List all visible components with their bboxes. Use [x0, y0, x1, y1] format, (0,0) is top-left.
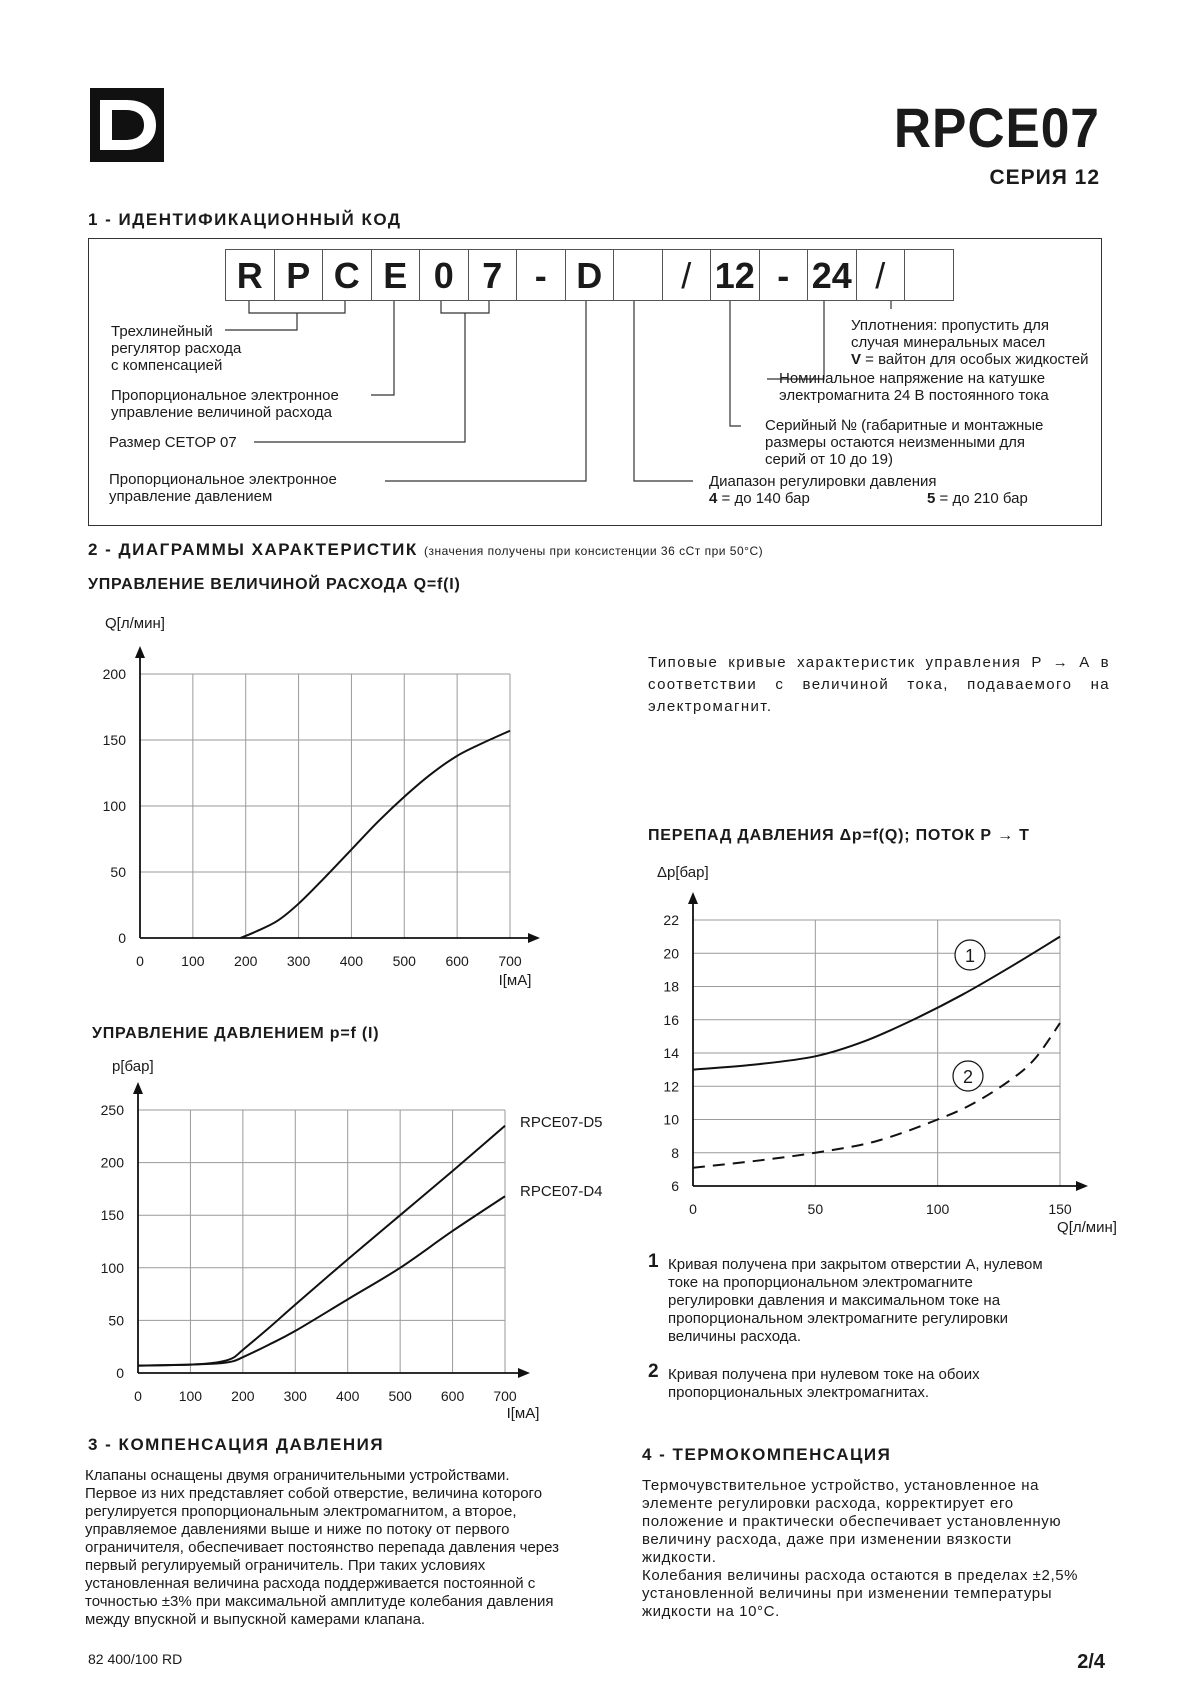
chart2-xtick-1: 50: [807, 1201, 824, 1217]
label-serial: Серийный № (габаритные и монтажные размеры остаются неизменными для серий от 10 до 19): [765, 417, 1044, 468]
chart0-xtick-0: 0: [136, 953, 144, 969]
chart0-x-arrow-icon: [528, 933, 540, 943]
chart0-xtick-3: 300: [286, 953, 311, 969]
pressure-chart-title: УПРАВЛЕНИЕ ДАВЛЕНИЕМ p=f (I): [92, 1025, 380, 1042]
code-cell-12: 24: [807, 249, 857, 301]
flow-chart-title: УПРАВЛЕНИЕ ВЕЛИЧИНОЙ РАСХОДА Q=f(I): [88, 576, 461, 593]
chart1-ytick-1: 50: [108, 1312, 124, 1329]
chart1-xlabel: I[мА]: [506, 1405, 540, 1422]
chart1-ytick-4: 200: [100, 1154, 124, 1171]
chart0-xtick-5: 500: [392, 953, 416, 969]
label-three-way: Трехлинейный регулятор расхода с компенсацией: [111, 323, 242, 374]
dp-note-2: 2 Кривая получена при нулевом токе на обоих пропорциональных электромагнитах.: [648, 1361, 980, 1401]
chart0-ylabel: Q[л/мин]: [105, 615, 165, 632]
chart2-ylabel: Δp[бар]: [657, 864, 709, 881]
chart1-ytick-2: 100: [100, 1259, 124, 1276]
section4-text: Термочувствительное устройство, установленное на элементе регулировки расхода, корректирует его положение и практически обеспечивает установленную величину расхода, даже при изменении вязкости жидкости. Колебания величины расхода остаются в пределах ±2,5% установленной величины при изменении температуры жидкости на 10°С.: [642, 1477, 1079, 1620]
chart0-xlabel: I[мА]: [498, 972, 532, 989]
code-cell-10: 12: [710, 249, 760, 301]
code-cell-2: C: [322, 249, 372, 301]
chart2-ytick-7: 20: [663, 945, 679, 962]
label-seals: Уплотнения: пропустить для случая минеральных масел V = вайтон для особых жидкостей: [851, 317, 1089, 368]
section3-text: Клапаны оснащены двумя ограничительными устройствами. Первое из них представляет собой отверстие, величина которого регулируется пропорциональным электромагнитом, а второе, управляемое давлениями выше и ниже по потоку от первого ограничителя, обеспечивает постоянство перепада давления через первый регулируемый ограничитель. При таких условиях установленная величина расхода поддерживается постоянной с точностью ±3% при максимальной амплитуде колебания давления между впускной и выпускной камерами клапана.: [85, 1467, 560, 1628]
chart2-ytick-6: 18: [663, 978, 679, 995]
code-cell-5: 7: [468, 249, 518, 301]
chart2-ytick-2: 10: [663, 1111, 679, 1128]
chart0-xtick-2: 200: [234, 953, 258, 969]
chart1-xtick-4: 400: [336, 1388, 360, 1404]
chart1-ytick-3: 150: [100, 1207, 124, 1224]
chart2-y-arrow-icon: [688, 892, 698, 904]
chart1-xtick-6: 600: [440, 1388, 465, 1404]
section2-note: (значения получены при консистенции 36 сСт при 50°С): [424, 544, 764, 558]
chart2-ytick-4: 14: [663, 1045, 679, 1061]
chart1-series-0-label: RPCE07-D5: [520, 1114, 603, 1131]
chart1-ytick-5: 250: [100, 1102, 124, 1118]
chart2-ytick-0: 6: [671, 1178, 679, 1194]
code-cell-9: /: [662, 249, 712, 301]
chart1-xtick-1: 100: [178, 1388, 203, 1404]
chart0-ytick-2: 100: [102, 798, 126, 814]
dp-note-1: 1 Кривая получена при закрытом отверстии А, нулевом токе на пропорциональном электромагните регулировки давления и максимальном токе на пропорциональном электромагните регулировки величины расхода.: [648, 1251, 1043, 1345]
chart2-series-0-line: [693, 937, 1060, 1070]
code-cell-6: -: [516, 249, 566, 301]
chart0-ytick-3: 150: [102, 732, 126, 748]
label-pressure-control: Пропорциональное электронное управление давлением: [109, 471, 337, 505]
model-title: RPCE07: [894, 96, 1100, 159]
chart0-series-0-line: [240, 731, 510, 938]
code-cell-7: D: [565, 249, 615, 301]
chart0-xtick-1: 100: [181, 953, 205, 969]
chart2-ytick-3: 12: [663, 1078, 679, 1095]
chart2-xtick-0: 0: [689, 1201, 697, 1217]
series-label: СЕРИЯ 12: [989, 166, 1100, 189]
section1-title: 1 - ИДЕНТИФИКАЦИОННЫЙ КОД: [88, 210, 402, 229]
chart1-x-arrow-icon: [518, 1368, 530, 1378]
chart0-xtick-7: 700: [498, 953, 522, 969]
section2-title: 2 - ДИАГРАММЫ ХАРАКТЕРИСТИК (значения получены при консистенции 36 сСт при 50°С): [88, 540, 764, 559]
chart0-ytick-0: 0: [118, 930, 126, 946]
chart1-xtick-2: 200: [231, 1388, 255, 1404]
chart0-xtick-6: 600: [445, 953, 469, 969]
chart2-xlabel: Q[л/мин]: [1057, 1219, 1117, 1236]
chart0-ytick-1: 50: [110, 864, 126, 880]
code-cell-1: P: [274, 249, 324, 301]
chart0-y-arrow-icon: [135, 646, 145, 658]
flow-description: Типовые кривые характеристик управления Р → А в соответствии с величиной тока, подаваемого на электромагнит.: [648, 654, 1110, 715]
chart2-xtick-2: 100: [925, 1201, 950, 1217]
code-cell-0: R: [225, 249, 275, 301]
chart2-xtick-3: 150: [1048, 1201, 1072, 1217]
chart0-xtick-4: 400: [339, 953, 364, 969]
chart2-ytick-1: 8: [671, 1144, 679, 1161]
label-pressure-range: Диапазон регулировки давления 4 = до 140 бар 5 = до 210 бар: [709, 473, 1028, 507]
chart1-ylabel: p[бар]: [112, 1058, 154, 1075]
chart2-series-1-label: 2: [962, 1067, 974, 1087]
code-cell-4: 0: [419, 249, 469, 301]
chart2-series-0-label: 1: [964, 946, 976, 966]
chart1-y-arrow-icon: [133, 1082, 143, 1094]
chart2-series-1-line: [693, 1023, 1060, 1168]
label-flow-control: Пропорциональное электронное управление величиной расхода: [111, 387, 339, 421]
chart2-x-arrow-icon: [1076, 1181, 1088, 1191]
chart1-series-1-label: RPCE07-D4: [520, 1183, 603, 1200]
section4-title: 4 - ТЕРМОКОМПЕНСАЦИЯ: [642, 1445, 892, 1464]
chart1-xtick-7: 700: [493, 1388, 517, 1404]
section3-title: 3 - КОМПЕНСАЦИЯ ДАВЛЕНИЯ: [88, 1435, 385, 1454]
chart0-ytick-4: 200: [102, 666, 126, 682]
chart1-xtick-3: 300: [283, 1388, 307, 1404]
chart1-series-0-line: [138, 1126, 505, 1366]
code-cell-3: E: [371, 249, 421, 301]
chart2-ytick-5: 16: [663, 1011, 679, 1028]
code-cell-11: -: [759, 249, 809, 301]
chart1-ytick-0: 0: [116, 1365, 124, 1381]
doc-code: 82 400/100 RD: [88, 1651, 183, 1667]
page-number: 2/4: [1077, 1651, 1105, 1673]
label-voltage: Номинальное напряжение на катушке электромагнита 24 В постоянного тока: [779, 370, 1049, 404]
chart1-xtick-5: 500: [388, 1388, 412, 1404]
chart1-xtick-0: 0: [134, 1388, 142, 1404]
label-cetop-size: Размер CETOP 07: [109, 434, 237, 451]
dp-chart-title: ПЕРЕПАД ДАВЛЕНИЯ Δp=f(Q); ПОТОК Р → Т: [648, 827, 1030, 844]
chart2-ytick-8: 22: [663, 912, 679, 928]
code-cell-13: /: [856, 249, 906, 301]
